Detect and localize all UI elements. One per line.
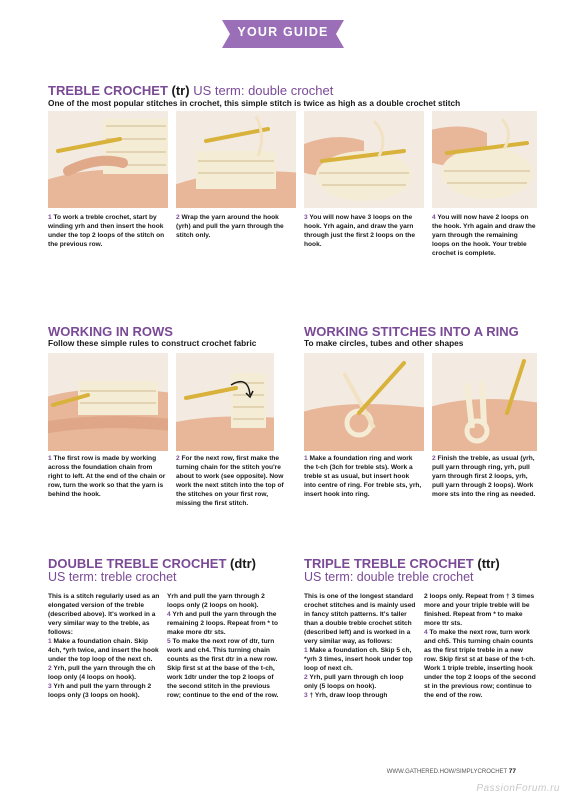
ring-step-2-caption xyxy=(432,455,540,500)
ttr-paragraph xyxy=(304,673,416,691)
step-number: 2 xyxy=(176,214,180,221)
ring-subtitle: To make circles, tubes and other shapes xyxy=(304,338,464,348)
treble-section-title xyxy=(48,83,333,98)
treble-abbr: (tr) xyxy=(171,83,190,98)
step-number: 1 xyxy=(304,455,308,462)
step-text: Finish the treble, as usual (yrh, pull yarn through ring, yrh, pull yarn through first 2 loops, yrh, pull yarn through 2 loops). Work more sts into the ring as needed. xyxy=(432,455,536,498)
treble-step-1-photo xyxy=(48,111,168,208)
dtr-column-1 xyxy=(48,592,160,700)
ring-step-1-caption xyxy=(304,455,422,500)
dtr-abbr: (dtr) xyxy=(230,556,257,571)
ring-section-title: WORKING STITCHES INTO A RING xyxy=(304,324,519,339)
ttr-abbr: (ttr) xyxy=(477,556,500,571)
step-number: 4 xyxy=(432,214,436,221)
ttr-title: TRIPLE TREBLE CROCHET xyxy=(304,556,474,571)
step-number: 1 xyxy=(48,638,52,645)
step-number: 2 xyxy=(304,674,308,681)
paragraph-text: To make the next row of dtr, turn work and ch4. This turning chain counts as the first dtr in a new row. Skip first st at the base of the t-ch, work 1dtr under the top 2 loops of the second stitch in the previous row; continue to the end of the row. xyxy=(167,638,279,699)
treble-title: TREBLE CROCHET xyxy=(48,83,168,98)
dtr-column-2 xyxy=(167,592,279,700)
paragraph-text: 2 loops only. Repeat from † 3 times more and your triple treble will be finished. Repeat from * to make more ttr sts. xyxy=(424,593,535,627)
treble-step-3-caption xyxy=(304,214,422,250)
rows-step-1-caption xyxy=(48,455,166,500)
step-text: You will now have 3 loops on the hook. Yrh again, and draw the yarn through just the first 2 loops on the hook. xyxy=(304,214,415,248)
dtr-paragraph xyxy=(48,637,160,664)
step-number: 3 xyxy=(48,683,52,690)
ttr-paragraph xyxy=(304,691,416,700)
dtr-paragraph xyxy=(48,682,160,700)
ttr-section-title xyxy=(304,556,500,571)
treble-step-4-photo xyxy=(432,111,537,208)
treble-us-term: US term: double crochet xyxy=(193,83,334,98)
treble-step-4-caption xyxy=(432,214,537,259)
rows-step-2-caption xyxy=(176,455,284,508)
rows-step-1-photo xyxy=(48,353,168,451)
dtr-section-title xyxy=(48,556,256,571)
paragraph-text: Yrh and pull the yarn through 2 loops only (3 loops on hook). xyxy=(48,683,152,699)
ttr-paragraph xyxy=(304,592,416,646)
step-number: 4 xyxy=(167,611,171,618)
step-number: 4 xyxy=(424,629,428,636)
dtr-paragraph xyxy=(167,610,279,637)
paragraph-text: Yrh, pull yarn through ch loop only (5 loops on hook). xyxy=(304,674,404,690)
rows-subtitle: Follow these simple rules to construct crochet fabric xyxy=(48,338,257,348)
dtr-paragraph xyxy=(167,637,279,700)
step-text: You will now have 2 loops on the hook. Yrh again and draw the yarn through the remaining loops on the hook. Your treble crochet is complete. xyxy=(432,214,536,257)
dtr-paragraph xyxy=(48,664,160,682)
treble-step-3-photo xyxy=(304,111,424,208)
step-number: 1 xyxy=(304,647,308,654)
page-footer xyxy=(387,768,516,775)
ttr-column-1 xyxy=(304,592,416,700)
paragraph-text: Yrh and pull the yarn through 2 loops only (2 loops on hook). xyxy=(167,593,265,609)
paragraph-text: Make a foundation ch. Skip 5 ch, *yrh 3 times, insert hook under top loop of next ch. xyxy=(304,647,413,672)
step-number: 2 xyxy=(176,455,180,462)
ttr-us-term: US term: double treble crochet xyxy=(304,570,474,584)
ttr-paragraph xyxy=(424,628,536,700)
watermark: PassionForum.ru xyxy=(476,783,560,794)
step-text: For the next row, first make the turning chain for the stitch you're about to work (see opposite). Now work the next stitch into the top of the stitches on your first row, missing the first stitch. xyxy=(176,455,284,507)
dtr-title: DOUBLE TREBLE CROCHET xyxy=(48,556,227,571)
paragraph-text: This is one of the longest standard crochet stitches and is mainly used in fancy stitch patterns. It's taller than a double treble crochet stitch (described left) and is worked in a very similar way, as follows: xyxy=(304,593,416,645)
paragraph-text: † Yrh, draw loop through xyxy=(309,692,388,699)
paragraph-text: Yrh, pull the yarn through the ch loop only (4 loops on hook). xyxy=(48,665,156,681)
step-number: 5 xyxy=(167,638,171,645)
step-number: 3 xyxy=(304,214,308,221)
dtr-paragraph xyxy=(48,592,160,637)
rows-step-2-photo xyxy=(176,353,274,451)
paragraph-text: Yrh and pull the yarn through the remaining 2 loops. Repeat from * to make more dtr sts. xyxy=(167,611,279,636)
ring-step-2-photo xyxy=(432,353,537,451)
step-text: The first row is made by working across the foundation chain from right to left. At the end of the chain or row, turn the work so that the yarn is behind the hook. xyxy=(48,455,166,498)
step-text: Wrap the yarn around the hook (yrh) and pull the yarn through the stitch only. xyxy=(176,214,284,239)
treble-subtitle: One of the most popular stitches in crochet, this simple stitch is twice as high as a double crochet stitch xyxy=(48,98,461,108)
treble-step-2-caption xyxy=(176,214,294,241)
ring-step-1-photo xyxy=(304,353,424,451)
paragraph-text: This is a stitch regularly used as an elongated version of the treble (described above). It's worked in a very similar way to the treble, as follows: xyxy=(48,593,160,636)
ttr-paragraph xyxy=(304,646,416,673)
paragraph-text: Make a foundation chain. Skip 4ch, *yrh twice, and insert the hook under the top loop of the next ch. xyxy=(48,638,159,663)
your-guide-banner xyxy=(222,20,344,48)
step-text: To work a treble crochet, start by winding yrh and then insert the hook under the top 2 loops of the stitch on the previous row. xyxy=(48,214,165,248)
step-text: Make a foundation ring and work the t-ch (3ch for treble sts). Work a treble st as usual, but insert hook into centre of ring. For treble sts, yrh, insert hook into ring. xyxy=(304,455,422,498)
ttr-column-2 xyxy=(424,592,536,700)
step-number: 3 xyxy=(304,692,308,699)
footer-url[interactable]: WWW.GATHERED.HOW/SIMPLYCROCHET xyxy=(386,769,508,775)
paragraph-text: To make the next row, turn work and ch5. This turning chain counts as the first triple treble in a new row. Skip first st at base of the t-ch. Work 1 triple treble, inserting hook under the top 2 loops of the second st in the previous row; continue to the end of the row. xyxy=(424,629,536,699)
step-number: 2 xyxy=(48,665,52,672)
step-number: 2 xyxy=(432,455,436,462)
dtr-paragraph xyxy=(167,592,279,610)
dtr-us-term: US term: treble crochet xyxy=(48,570,177,584)
banner-label: YOUR GUIDE xyxy=(237,25,329,39)
step-number: 1 xyxy=(48,214,52,221)
treble-step-2-photo xyxy=(176,111,296,208)
step-number: 1 xyxy=(48,455,52,462)
ttr-paragraph xyxy=(424,592,536,628)
page-number: 77 xyxy=(508,768,516,775)
rows-section-title: WORKING IN ROWS xyxy=(48,324,173,339)
treble-step-1-caption xyxy=(48,214,168,250)
